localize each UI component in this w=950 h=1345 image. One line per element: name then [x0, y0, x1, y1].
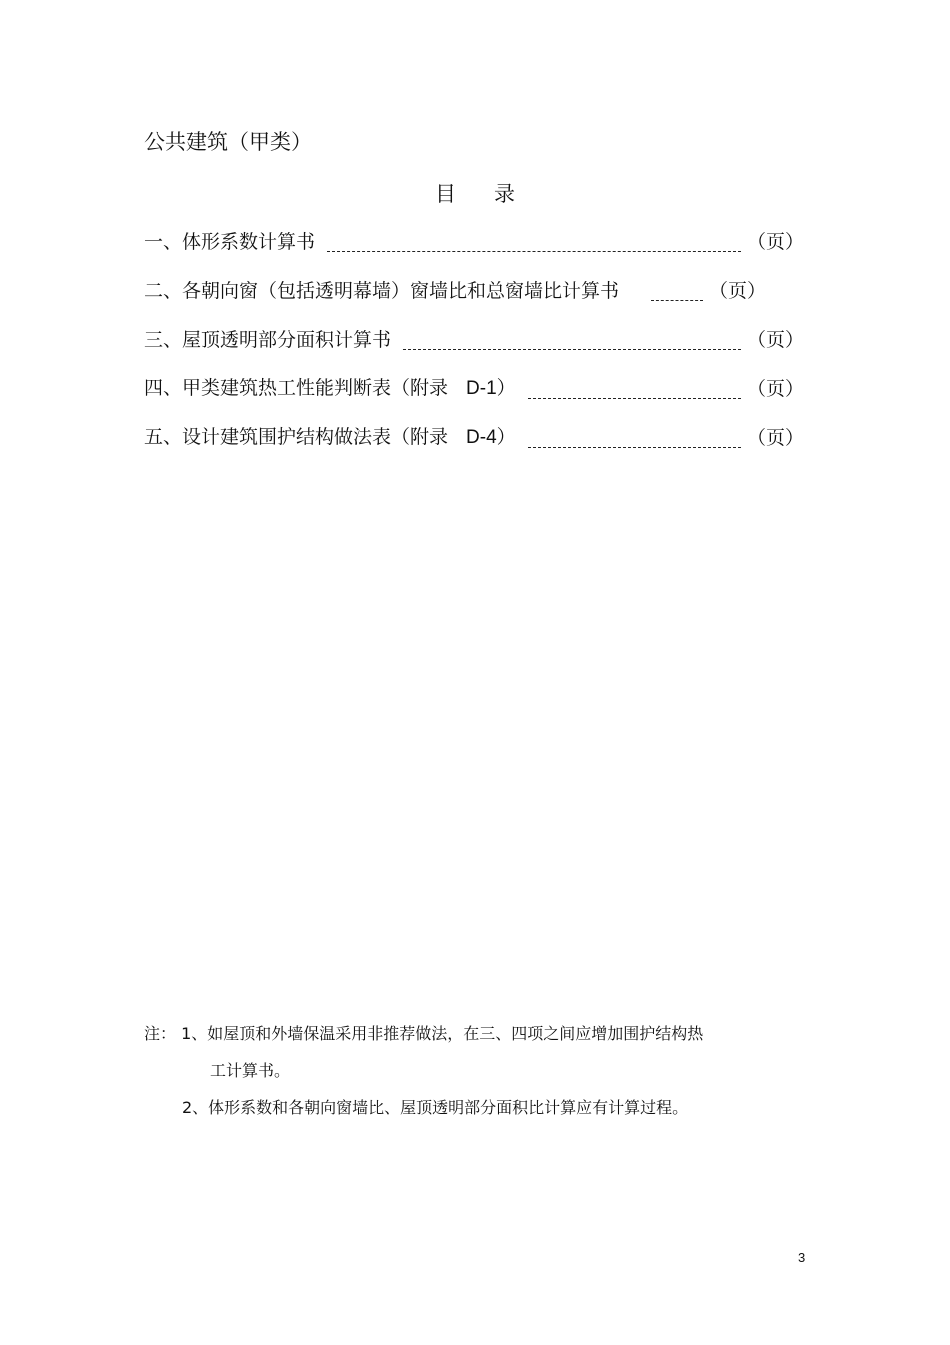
- dotted-leader: [528, 397, 741, 399]
- document-heading: 公共建筑（甲类）: [144, 130, 312, 154]
- toc-item-label: [144, 423, 516, 452]
- toc-title-right: 录: [494, 182, 515, 206]
- toc-item-3: [144, 326, 804, 354]
- toc-item-text: 四、甲类建筑热工性能判断表（附录: [144, 377, 449, 399]
- dotted-leader: [327, 250, 741, 252]
- toc-title-left: 目: [435, 182, 456, 206]
- appendix-code: D-1）: [466, 378, 516, 399]
- toc-item-label: 三、屋顶透明部分面积计算书: [144, 329, 392, 351]
- dotted-leader: [651, 299, 703, 301]
- appendix-code: D-4）: [466, 427, 516, 448]
- note-1-line-2: 工计算书。: [210, 1061, 291, 1080]
- dotted-leader: [528, 446, 741, 448]
- toc-item-label: 一、体形系数计算书: [144, 231, 316, 253]
- dotted-leader: [403, 348, 741, 350]
- toc-item-page: （页）: [709, 280, 767, 302]
- toc-item-4: [144, 375, 804, 403]
- toc-item-page: （页）: [746, 378, 804, 400]
- note-1-line-1: 注： 1、如屋顶和外墙保温采用非推荐做法，在三、四项之间应增加围护结构热: [144, 1024, 704, 1043]
- note-2: 2、体形系数和各朝向窗墙比、屋顶透明部分面积比计算应有计算过程。: [182, 1098, 689, 1117]
- toc-item-page: （页）: [746, 231, 804, 253]
- toc-item-label: 二、各朝向窗（包括透明幕墙）窗墙比和总窗墙比计算书: [144, 280, 620, 302]
- toc-item-page: （页）: [746, 427, 804, 449]
- toc-item-5: [144, 424, 804, 452]
- notes-section: [144, 1020, 804, 1131]
- page-number: 3: [798, 1250, 806, 1265]
- table-of-contents: [144, 228, 804, 473]
- toc-item-1: [144, 228, 804, 256]
- toc-item-2: [144, 277, 804, 305]
- toc-item-label: [144, 374, 516, 403]
- toc-item-page: （页）: [746, 329, 804, 351]
- toc-item-text: 五、设计建筑围护结构做法表（附录: [144, 426, 449, 448]
- toc-title: [0, 180, 950, 208]
